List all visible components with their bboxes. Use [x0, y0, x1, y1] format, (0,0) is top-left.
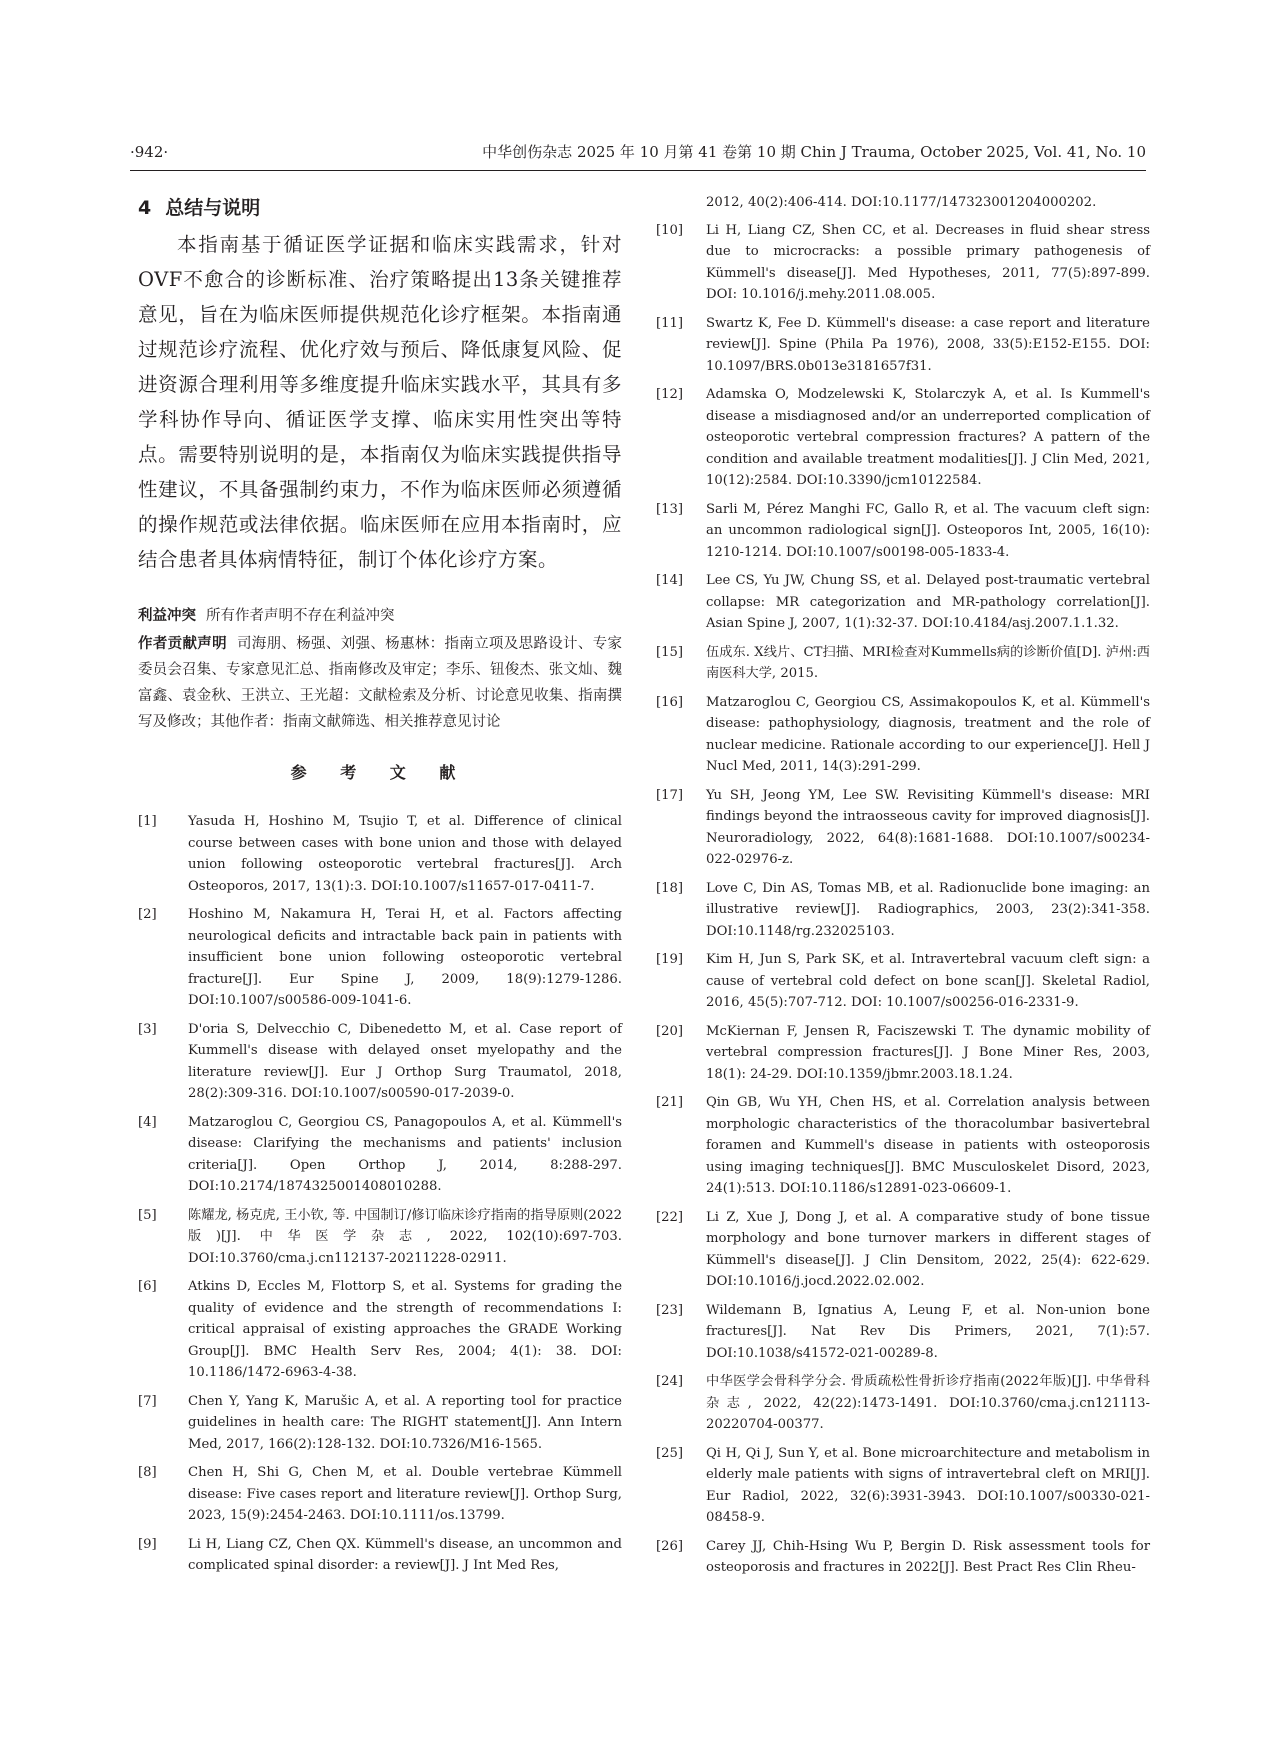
reference-text: Hoshino M, Nakamura H, Terai H, et al. Factors affecting neurological deficits and intractable back pain in patients with insufficient bone union following osteoporotic vertebral fracture[J]. Eur Spine J, 2009, 18(9):1279-1286. DOI:10.1007/s00586-009-1041-6. — [188, 907, 622, 1008]
conflict-label: 利益冲突 — [138, 608, 196, 624]
reference-text: Adamska O, Modzelewski K, Stolarczyk A, et al. Is Kummell's disease a misdiagnosed and/or an underreported complication of osteoporotic vertebral compression fractures? A pattern of the condition and available treatment modalities[J]. J Clin Med, 2021, 10(12):2584. DOI:10.3390/jcm10122584. — [706, 387, 1150, 488]
reference-number: [26] — [656, 1538, 684, 1554]
reference-number: [6] — [138, 1279, 157, 1294]
page-number: ·942· — [130, 143, 169, 161]
reference-number: [14] — [656, 573, 684, 588]
reference-number: [24] — [656, 1374, 684, 1389]
reference-text: 陈耀龙, 杨克虎, 王小钦, 等. 中国制订/修订临床诊疗指南的指导原则(2022版)[J]. 中华医学杂志, 2022, 102(10):697-703. DOI:10.3760/cma.j.cn112137-20211228-02911. — [188, 1207, 622, 1266]
reference-list-right — [656, 220, 1150, 1579]
reference-text: Wildemann B, Ignatius A, Leung F, et al. Non-union bone fractures[J]. Nat Rev Dis Primers, 2021, 7(1):57. DOI:10.1038/s41572-021-00289-8. — [706, 1302, 1150, 1361]
reference-item — [656, 1443, 1150, 1529]
reference-number: [9] — [138, 1536, 157, 1552]
reference-text: Qi H, Qi J, Sun Y, et al. Bone microarchitecture and metabolism in elderly male patients with signs of intravertebral cleft on MRI[J]. Eur Radiol, 2022, 32(6):3931-3943. DOI:10.1007/s00330-021-08458-9. — [706, 1445, 1150, 1525]
reference-item — [656, 1207, 1150, 1293]
reference-item — [656, 949, 1150, 1014]
contrib-text: 司海朋、杨强、刘强、杨惠林：指南立项及思路设计、专家委员会召集、专家意见汇总、指南修改及审定；李乐、钮俊杰、张文灿、魏富鑫、袁金秋、王洪立、王光超：文献检索及分析、讨论意见收集、指南撰写及修改；其他作者：指南文献筛选、相关推荐意见讨论 — [138, 636, 622, 730]
author-contributions — [138, 631, 622, 735]
reference-text: Lee CS, Yu JW, Chung SS, et al. Delayed post-traumatic vertebral collapse: MR categorization and MR-pathology correlation[J]. Asian Spine J, 2007, 1(1):32-37. DOI:10.4184/asj.2007.1.1.32. — [706, 573, 1150, 631]
reference-list-left — [138, 811, 622, 1577]
reference-number: [1] — [138, 814, 157, 829]
contrib-label: 作者贡献声明 — [138, 636, 227, 652]
reference-text: Matzaroglou C, Georgiou CS, Assimakopoulos K, et al. Kümmell's disease: pathophysiology, diagnosis, treatment and the role of nuclear medicine. Rationale according to our experience[J]. Hell J Nucl Med, 2011, 14(3):291-299. — [706, 694, 1150, 774]
reference-text: Yu SH, Jeong YM, Lee SW. Revisiting Kümmell's disease: MRI findings beyond the intraosseous cavity for improved diagnosis[J]. Neuroradiology, 2022, 64(8):1681-1688. DOI:10.1007/s00234-022-02976-z. — [706, 787, 1150, 867]
section-title: 总结与说明 — [165, 197, 261, 219]
right-column — [656, 195, 1150, 1586]
reference-number: [23] — [656, 1302, 684, 1318]
reference-text: Chen H, Shi G, Chen M, et al. Double vertebrae Kümmell disease: Five cases report and literature review[J]. Orthop Surg, 2023, 15(9):2454-2463. DOI:10.1111/os.13799. — [188, 1465, 622, 1523]
reference-number: [21] — [656, 1095, 684, 1110]
reference-text: 伍成东. X线片、CT扫描、MRI检查对Kummells病的诊断价值[D]. 泸州:西南医科大学, 2015. — [706, 644, 1150, 681]
section-number: 4 — [138, 197, 152, 219]
conflict-of-interest — [138, 603, 622, 629]
reference-number: [13] — [656, 501, 684, 517]
reference-item — [656, 384, 1150, 492]
reference-item — [656, 570, 1150, 635]
reference-item — [656, 692, 1150, 778]
reference-item — [138, 904, 622, 1012]
reference-number: [11] — [656, 315, 684, 331]
reference-number: [7] — [138, 1393, 157, 1409]
reference-item — [138, 1534, 622, 1577]
reference-text: Li Z, Xue J, Dong J, et al. A comparative study of bone tissue morphology and bone turnover markers in different stages of Kümmell's disease[J]. J Clin Densitom, 2022, 25(4): 622-629. DOI:10.1016/j.jocd.2022.02.002. — [706, 1209, 1150, 1289]
journal-info: 中华创伤杂志 2025 年 10 月第 41 卷第 10 期 Chin J Trauma, October 2025, Vol. 41, No. 10 — [482, 143, 1146, 161]
reference-item — [656, 785, 1150, 871]
reference-number: [2] — [138, 907, 157, 922]
reference-number: [19] — [656, 952, 684, 967]
reference-item — [656, 1371, 1150, 1436]
running-header — [130, 142, 1146, 171]
reference-item — [656, 1021, 1150, 1086]
reference-number: [8] — [138, 1465, 157, 1480]
reference-number: [12] — [656, 387, 684, 402]
reference-item — [138, 1019, 622, 1105]
reference-number: [15] — [656, 644, 684, 660]
reference-text: Li H, Liang CZ, Shen CC, et al. Decreases in fluid shear stress due to microcracks: a possible primary pathogenesis of Kümmell's disease[J]. Med Hypotheses, 2011, 77(5):897-899. DOI: 10.1016/j.mehy.2011.08.005. — [706, 222, 1150, 302]
reference-item — [138, 1205, 622, 1270]
reference-text: Yasuda H, Hoshino M, Tsujio T, et al. Difference of clinical course between cases with bone union and those with delayed union following osteoporotic vertebral fractures[J]. Arch Osteoporos, 2017, 13(1):3. DOI:10.1007/s11657-017-0411-7. — [188, 814, 622, 894]
reference-text: Li H, Liang CZ, Chen QX. Kümmell's disease, an uncommon and complicated spinal disorder: a review[J]. J Int Med Res, — [188, 1536, 622, 1573]
reference-number: [10] — [656, 222, 684, 238]
reference-number: [17] — [656, 787, 684, 803]
reference-text: Carey JJ, Chih-Hsing Wu P, Bergin D. Risk assessment tools for osteoporosis and fractures in 2022[J]. Best Pract Res Clin Rheu- — [706, 1538, 1150, 1575]
reference-text: Love C, Din AS, Tomas MB, et al. Radionuclide bone imaging: an illustrative review[J]. Radiographics, 2003, 23(2):341-358. DOI:10.1148/rg.232025103. — [706, 880, 1150, 939]
reference-text: 中华医学会骨科学分会. 骨质疏松性骨折诊疗指南(2022年版)[J]. 中华骨科杂志, 2022, 42(22):1473-1491. DOI:10.3760/cma.j.cn121113-20220704-00377. — [706, 1374, 1150, 1432]
conflict-text: 所有作者声明不存在利益冲突 — [206, 608, 395, 624]
reference-number: [3] — [138, 1021, 157, 1037]
reference-item — [656, 1300, 1150, 1365]
reference-continuation: 2012, 40(2):406-414. DOI:10.1177/147323001204000202. — [706, 195, 1097, 210]
left-column — [138, 195, 622, 1584]
reference-item — [656, 642, 1150, 685]
reference-item — [656, 499, 1150, 564]
reference-text: Swartz K, Fee D. Kümmell's disease: a case report and literature review[J]. Spine (Phila Pa 1976), 2008, 33(5):E152-E155. DOI: 10.1097/BRS.0b013e3181657f31. — [706, 315, 1150, 374]
reference-item — [656, 1092, 1150, 1200]
section-heading — [138, 195, 622, 221]
reference-number: [16] — [656, 694, 684, 710]
reference-text: D'oria S, Delvecchio C, Dibenedetto M, et al. Case report of Kummell's disease with delayed onset myelopathy and the literature review[J]. Eur J Orthop Surg Traumatol, 2018, 28(2):309-316. DOI:10.1007/s00590-017-2039-0. — [188, 1021, 622, 1101]
reference-item — [138, 1112, 622, 1198]
reference-text: Atkins D, Eccles M, Flottorp S, et al. Systems for grading the quality of evidence and the strength of recommendations I: critical appraisal of existing approaches the GRADE Working Group[J]. BMC Health Serv Res, 2004; 4(1): 38. DOI: 10.1186/1472-6963-4-38. — [188, 1279, 622, 1380]
reference-item — [656, 1536, 1150, 1579]
reference-number: [18] — [656, 880, 684, 896]
reference-number: [22] — [656, 1209, 684, 1225]
reference-item — [138, 1391, 622, 1456]
reference-item — [656, 878, 1150, 943]
reference-item — [138, 1276, 622, 1384]
reference-text: Sarli M, Pérez Manghi FC, Gallo R, et al. The vacuum cleft sign: an uncommon radiological sign[J]. Osteoporos Int, 2005, 16(10): 1210-1214. DOI:10.1007/s00198-005-1833-4. — [706, 501, 1150, 560]
reference-item — [656, 313, 1150, 378]
reference-number: [5] — [138, 1207, 157, 1223]
reference-text: Chen Y, Yang K, Marušic A, et al. A reporting tool for practice guidelines in health care: The RIGHT statement[J]. Ann Intern Med, 2017, 166(2):128-132. DOI:10.7326/M16-1565. — [188, 1393, 622, 1452]
reference-text: McKiernan F, Jensen R, Faciszewski T. The dynamic mobility of vertebral compression fractures[J]. J Bone Miner Res, 2003, 18(1): 24-29. DOI:10.1359/jbmr.2003.18.1.24. — [706, 1023, 1150, 1082]
reference-text: Matzaroglou C, Georgiou CS, Panagopoulos A, et al. Kümmell's disease: Clarifying the mechanisms and patients' inclusion criteria[J]. Open Orthop J, 2014, 8:288-297. DOI:10.2174/1874325001408010288. — [188, 1114, 622, 1194]
section-body: 本指南基于循证医学证据和临床实践需求，针对OVF不愈合的诊断标准、治疗策略提出13条关键推荐意见，旨在为临床医师提供规范化诊疗框架。本指南通过规范诊疗流程、优化疗效与预后、降低康复风险、促进资源合理利用等多维度提升临床实践水平，其具有多学科协作导向、循证医学支撑、临床实用性突出等特点。需要特别说明的是，本指南仅为临床实践提供指导性建议，不具备强制约束力，不作为临床医师必须遵循的操作规范或法律依据。临床医师在应用本指南时，应结合患者具体病情特征，制订个体化诊疗方案。 — [138, 233, 622, 571]
reference-item — [138, 811, 622, 897]
reference-number: [20] — [656, 1023, 684, 1039]
reference-text: Qin GB, Wu YH, Chen HS, et al. Correlation analysis between morphologic characteristics of the thoracolumbar basivertebral foramen and Kummell's disease in patients with osteoporosis using imaging techniques[J]. BMC Musculoskelet Disord, 2023, 24(1):513. DOI:10.1186/s12891-023-06609-1. — [706, 1095, 1150, 1196]
references-title: 参 考 文 献 — [290, 763, 470, 782]
reference-number: [25] — [656, 1445, 684, 1461]
reference-text: Kim H, Jun S, Park SK, et al. Intravertebral vacuum cleft sign: a cause of vertebral cold defect on bone scan[J]. Skeletal Radiol, 2016, 45(5):707-712. DOI: 10.1007/s00256-016-2331-9. — [706, 952, 1150, 1010]
reference-number: [4] — [138, 1114, 157, 1130]
reference-item — [656, 220, 1150, 306]
reference-item — [138, 1462, 622, 1527]
declarations — [138, 603, 622, 735]
